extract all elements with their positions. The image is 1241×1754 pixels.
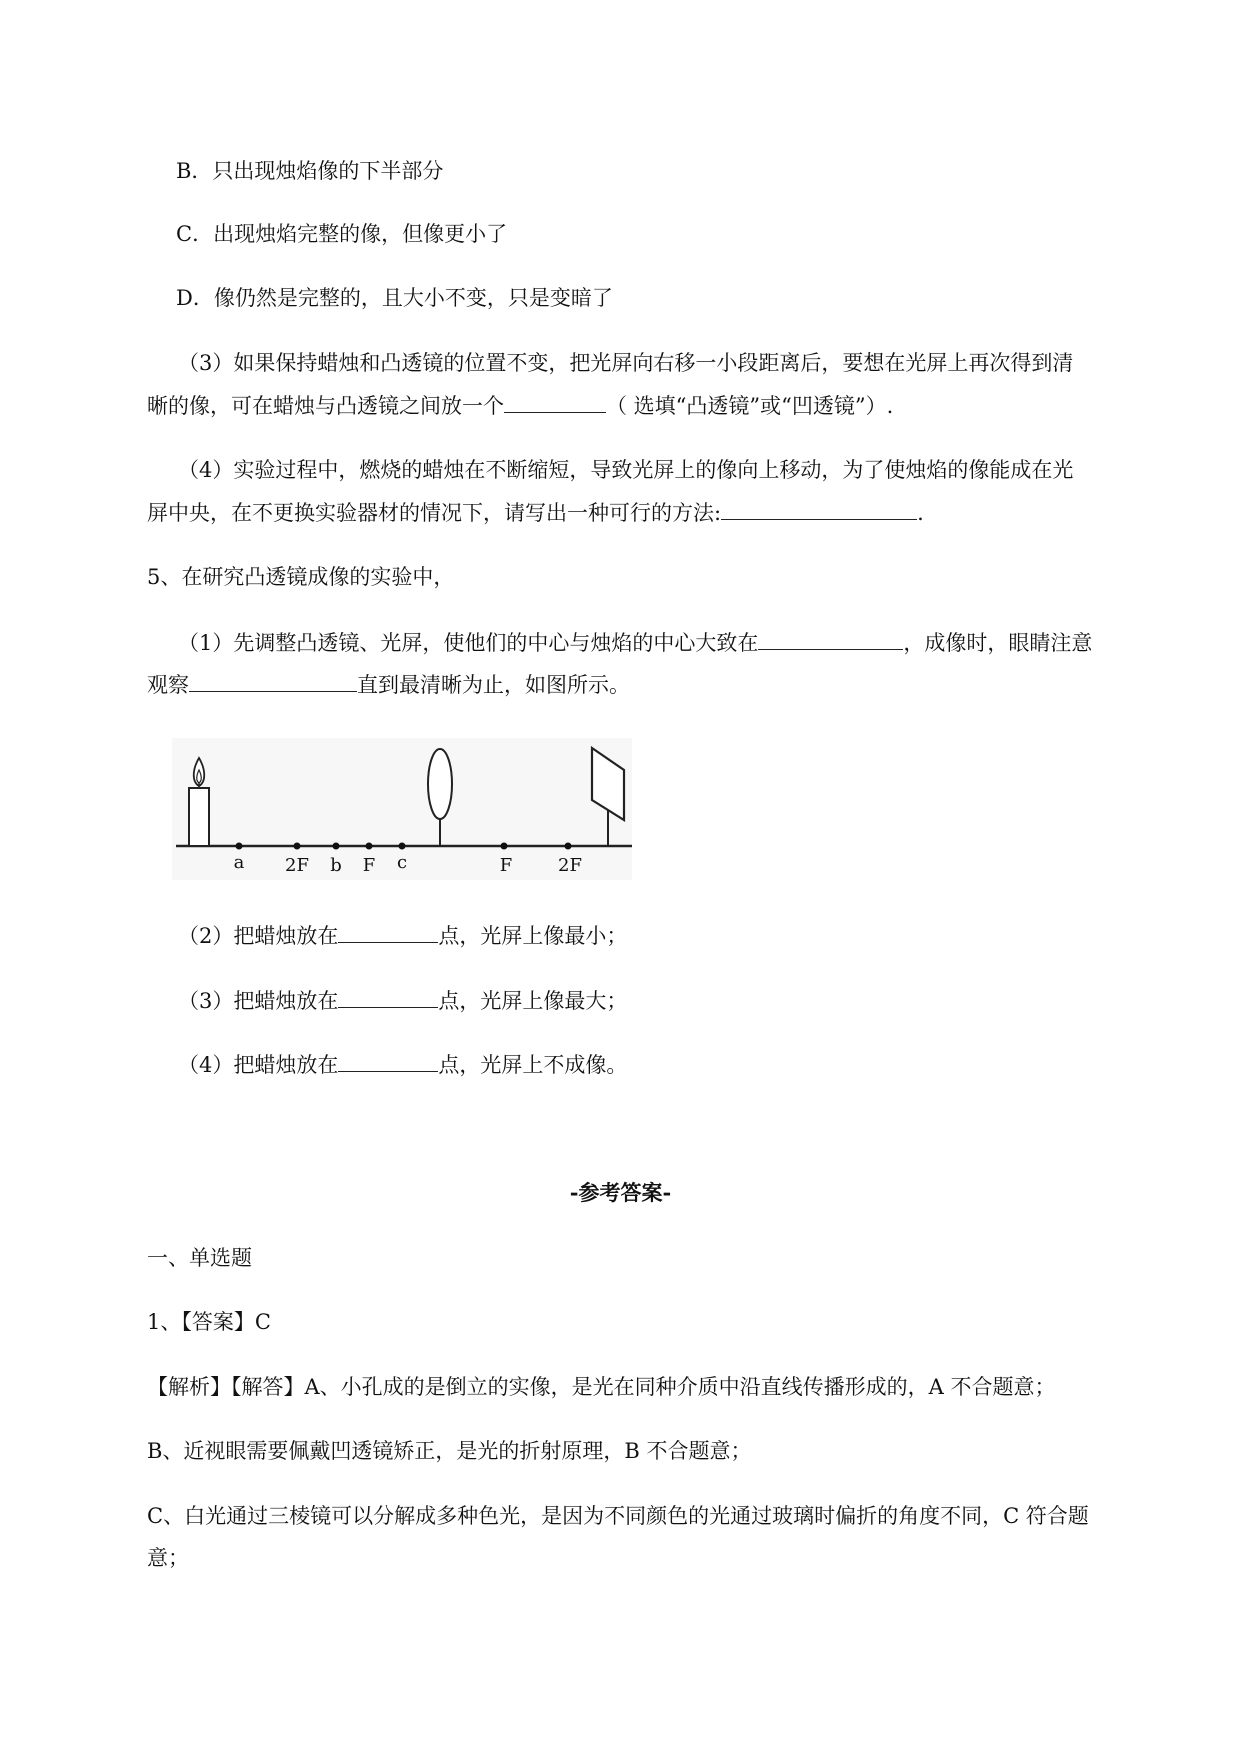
q4-part3-line1: （3）如果保持蜡烛和凸透镜的位置不变，把光屏向右移一小段距离后，要想在光屏上再次得到清 bbox=[178, 351, 1074, 375]
q5-part3 bbox=[178, 985, 627, 1016]
answer-1: 1、【答案】C bbox=[147, 1310, 271, 1334]
answer-blank[interactable] bbox=[189, 669, 357, 692]
analysis-b: B、近视眼需要佩戴凹透镜矫正，是光的折射原理，B 不合题意； bbox=[147, 1439, 752, 1463]
q5-part3-text: （3）把蜡烛放在 bbox=[178, 989, 339, 1013]
answer-key-title: -参考答案- bbox=[569, 1180, 672, 1205]
label-f-right: F bbox=[499, 855, 513, 876]
q4-part4-line2 bbox=[147, 497, 924, 528]
option-b: B．只出现烛焰像的下半部分 bbox=[176, 159, 444, 183]
answer-blank[interactable] bbox=[721, 497, 917, 520]
point-2f-left bbox=[294, 843, 301, 850]
optics-bench-diagram bbox=[172, 738, 632, 880]
q5-part1-text-end: ，成像时，眼睛注意 bbox=[903, 631, 1093, 655]
label-2f-left: 2F bbox=[285, 855, 309, 876]
point-b bbox=[333, 843, 340, 850]
answer-blank[interactable] bbox=[758, 627, 903, 650]
label-b: b bbox=[330, 855, 342, 876]
q5-stem: 5、在研究凸透镜成像的实验中， bbox=[147, 565, 455, 589]
option-d: D．像仍然是完整的，且大小不变，只是变暗了 bbox=[176, 286, 613, 310]
q4-part4-end: . bbox=[917, 501, 924, 525]
q5-part1-line2 bbox=[147, 669, 630, 700]
q5-part1-line1 bbox=[178, 627, 1092, 658]
q4-part3-line2 bbox=[147, 390, 893, 421]
q4-part3-text: 晰的像，可在蜡烛与凸透镜之间放一个 bbox=[147, 394, 504, 418]
label-a: a bbox=[233, 852, 245, 873]
label-2f-right: 2F bbox=[558, 855, 582, 876]
q5-part3-end: 点，光屏上像最大； bbox=[438, 989, 628, 1013]
q4-part4-line1: （4）实验过程中，燃烧的蜡烛在不断缩短，导致光屏上的像向上移动，为了使烛焰的像能成在光 bbox=[178, 458, 1074, 482]
q5-part2 bbox=[178, 920, 627, 951]
q5-part4 bbox=[178, 1049, 627, 1080]
section-heading: 一、单选题 bbox=[147, 1246, 252, 1270]
q5-part2-end: 点，光屏上像最小； bbox=[438, 924, 628, 948]
analysis-c-line1: C、白光通过三棱镜可以分解成多种色光，是因为不同颜色的光通过玻璃时偏折的角度不同，C 符合题 bbox=[147, 1504, 1089, 1528]
q5-part4-end: 点，光屏上不成像。 bbox=[438, 1053, 628, 1077]
analysis-c-line2: 意； bbox=[147, 1546, 189, 1570]
q4-part3-hint: （ 选填“凸透镜”或“凹透镜”）. bbox=[606, 394, 894, 418]
point-f-left bbox=[366, 843, 373, 850]
label-c: c bbox=[396, 852, 408, 873]
analysis-line: 【解析】【解答】A、小孔成的是倒立的实像，是光在同种介质中沿直线传播形成的，A 不合题意； bbox=[147, 1375, 1056, 1399]
answer-blank[interactable] bbox=[338, 1049, 438, 1072]
answer-blank[interactable] bbox=[338, 985, 438, 1008]
q5-part1-text2: 观察 bbox=[147, 673, 189, 697]
option-c: C．出现烛焰完整的像，但像更小了 bbox=[176, 222, 508, 246]
q5-part1-text2-end: 直到最清晰为止，如图所示。 bbox=[357, 673, 630, 697]
q5-part4-text: （4）把蜡烛放在 bbox=[178, 1053, 339, 1077]
q5-part1-text: （1）先调整凸透镜、光屏，使他们的中心与烛焰的中心大致在 bbox=[178, 631, 759, 655]
point-f-right bbox=[501, 843, 508, 850]
point-2f-right bbox=[565, 843, 572, 850]
answer-blank[interactable] bbox=[338, 920, 438, 943]
q5-part2-text: （2）把蜡烛放在 bbox=[178, 924, 339, 948]
q4-part4-text: 屏中央，在不更换实验器材的情况下，请写出一种可行的方法: bbox=[147, 501, 722, 525]
answer-blank[interactable] bbox=[504, 390, 606, 413]
label-f-left: F bbox=[362, 855, 376, 876]
point-c bbox=[399, 843, 406, 850]
point-a bbox=[236, 843, 243, 850]
